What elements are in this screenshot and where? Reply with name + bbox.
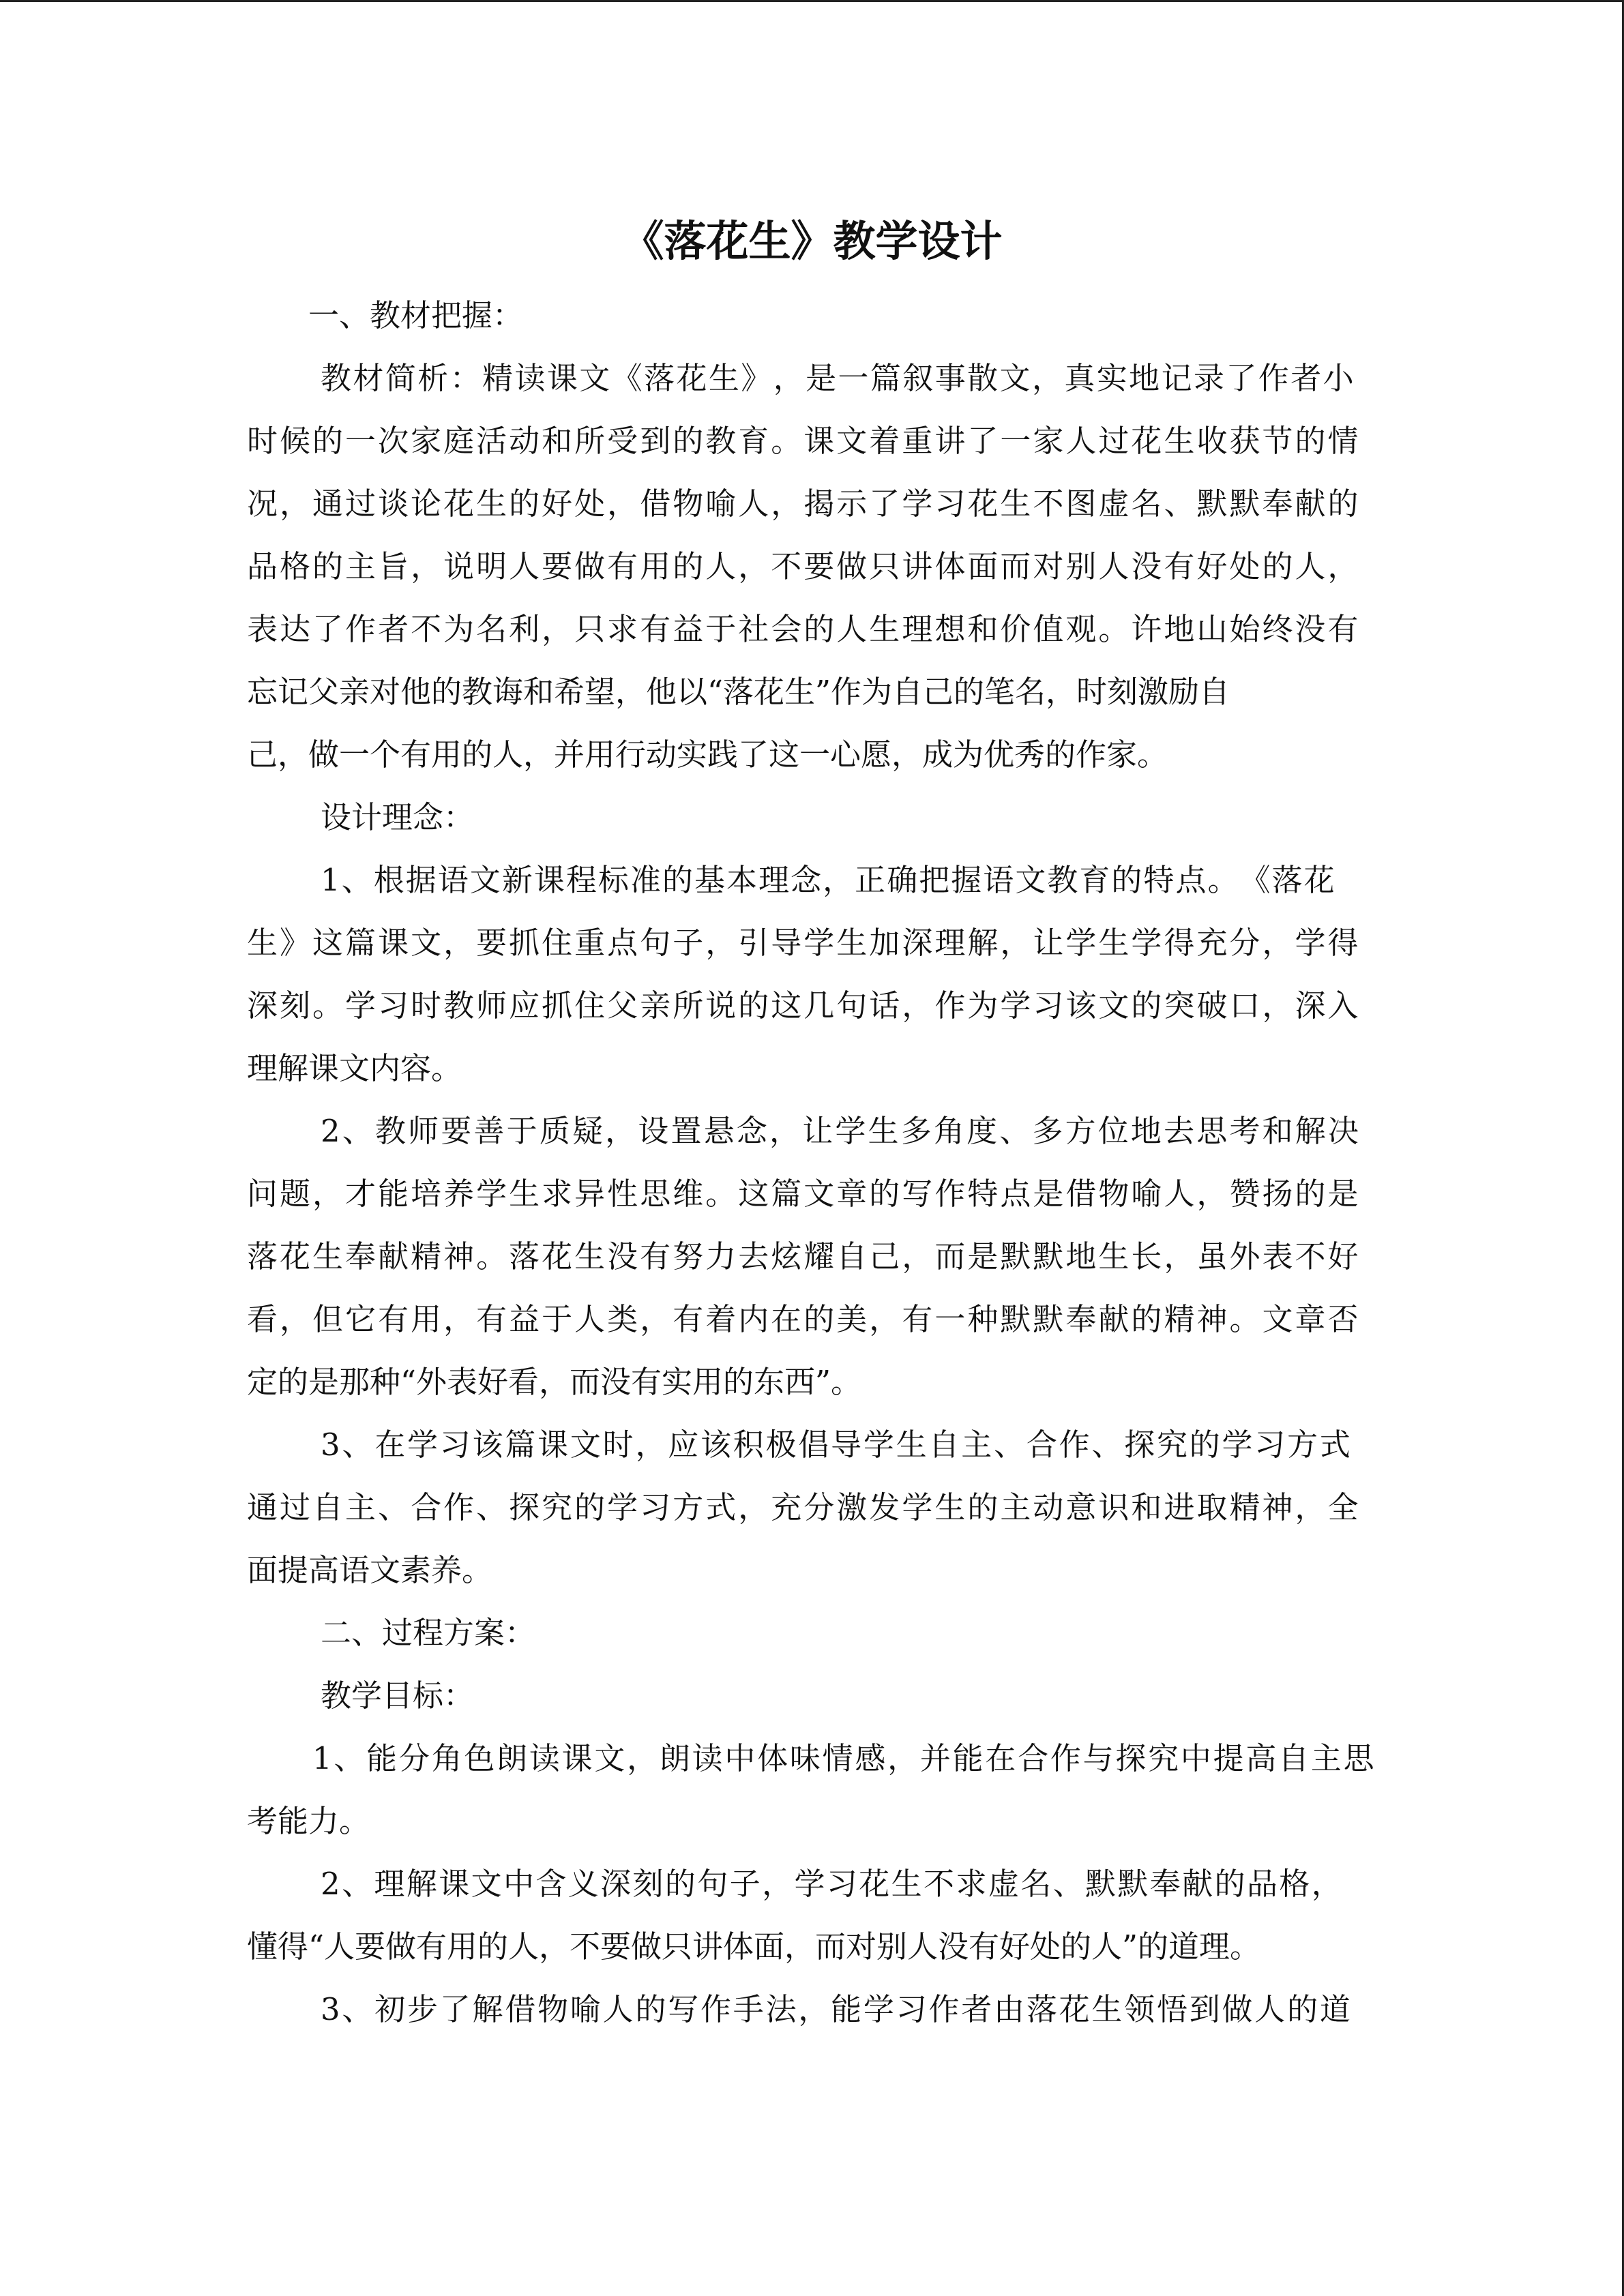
- body-line: 生 》 这 篇 课 文 ， 要 抓 住 重 点 句 子 ， 引 导 学 生 加 深 理 解 ， 让 学 生 学 得 充 分 ， 学 得: [247, 925, 1359, 961]
- body-line: 己，做一个有用的人，并用行动实践了这一心愿，成为优秀的作家。: [247, 736, 1168, 773]
- body-line: 设计理念：: [321, 799, 475, 835]
- body-line: 况 ， 通 过 谈 论 花 生 的 好 处 ， 借 物 喻 人 ， 揭 示 了 学 习 花 生 不 图 虚 名 、 默 默 奉 献 的: [247, 486, 1359, 522]
- body-line: 品 格 的 主 旨 ， 说 明 人 要 做 有 用 的 人 ， 不 要 做 只 讲 体 面 而 对 别 人 没 有 好 处 的 人 ，: [247, 548, 1359, 584]
- body-line: 深 刻 。 学 习 时 教 师 应 抓 住 父 亲 所 说 的 这 几 句 话 ， 作 为 学 习 该 文 的 突 破 口 ， 深 入: [247, 987, 1359, 1024]
- body-line: 忘记父亲对他的教诲和希望，他以“落花生”作为自己的笔名，时刻激励自: [247, 674, 1230, 710]
- body-line: 面提高语文素养。: [247, 1552, 493, 1588]
- body-line: 定的是那种“外表好看，而没有实用的东西”。: [247, 1364, 862, 1400]
- body-line: 懂得“人要做有用的人，不要做只讲体面，而对别人没有好处的人”的道理。: [247, 1928, 1261, 1965]
- body-line: 教 材 简 析 ： 精 读 课 文 《 落 花 生 》 ， 是 一 篇 叙 事 散 文 ， 真 实 地 记 录 了 作 者 小: [321, 360, 1354, 396]
- body-line: 一、教材把握：: [308, 297, 524, 333]
- body-line: 2 、 理 解 课 文 中 含 义 深 刻 的 句 子 ， 学 习 花 生 不 求 虚 名 、 默 默 奉 献 的 品 格 ，: [321, 1866, 1342, 1902]
- body-line: 2 、 教 师 要 善 于 质 疑 ， 设 置 悬 念 ， 让 学 生 多 角 度 、 多 方 位 地 去 思 考 和 解 决: [321, 1113, 1359, 1149]
- body-line: 教学目标：: [321, 1678, 475, 1714]
- body-line: 通 过 自 主 、 合 作 、 探 究 的 学 习 方 式 ， 充 分 激 发 学 生 的 主 动 意 识 和 进 取 精 神 ， 全: [247, 1489, 1359, 1525]
- body-line: 时 候 的 一 次 家 庭 活 动 和 所 受 到 的 教 育 。 课 文 着 重 讲 了 一 家 人 过 花 生 收 获 节 的 情: [247, 423, 1359, 459]
- body-line: 看 ， 但 它 有 用 ， 有 益 于 人 类 ， 有 着 内 在 的 美 ， 有 一 种 默 默 奉 献 的 精 神 。 文 章 否: [247, 1301, 1359, 1337]
- body-line: 3 、 在 学 习 该 篇 课 文 时 ， 应 该 积 极 倡 导 学 生 自 主 、 合 作 、 探 究 的 学 习 方 式: [321, 1427, 1350, 1463]
- body-line: 问 题 ， 才 能 培 养 学 生 求 异 性 思 维 。 这 篇 文 章 的 写 作 特 点 是 借 物 喻 人 ， 赞 扬 的 是: [247, 1176, 1359, 1212]
- body-line: 表 达 了 作 者 不 为 名 利 ， 只 求 有 益 于 社 会 的 人 生 理 想 和 价 值 观 。 许 地 山 始 终 没 有: [247, 611, 1359, 647]
- body-line: 考能力。: [247, 1803, 370, 1839]
- body-line: 1 、 能 分 角 色 朗 读 课 文 ， 朗 读 中 体 味 情 感 ， 并 能 在 合 作 与 探 究 中 提 高 自 主 思: [312, 1740, 1374, 1776]
- body-line: 二、过程方案：: [321, 1615, 536, 1651]
- body-line: 落 花 生 奉 献 精 神 。 落 花 生 没 有 努 力 去 炫 耀 自 己 ， 而 是 默 默 地 生 长 ， 虽 外 表 不 好: [247, 1238, 1359, 1274]
- body-line: 理解课文内容。: [247, 1050, 462, 1086]
- body-line: 3 、 初 步 了 解 借 物 喻 人 的 写 作 手 法 ， 能 学 习 作 者 由 落 花 生 领 悟 到 做 人 的 道: [321, 1991, 1350, 2027]
- document-title: 《落花生》教学设计: [621, 216, 1003, 266]
- body-line: 1 、 根 据 语 文 新 课 程 标 准 的 基 本 理 念 ， 正 确 把 握 语 文 教 育 的 特 点 。 《 落 花: [321, 862, 1335, 898]
